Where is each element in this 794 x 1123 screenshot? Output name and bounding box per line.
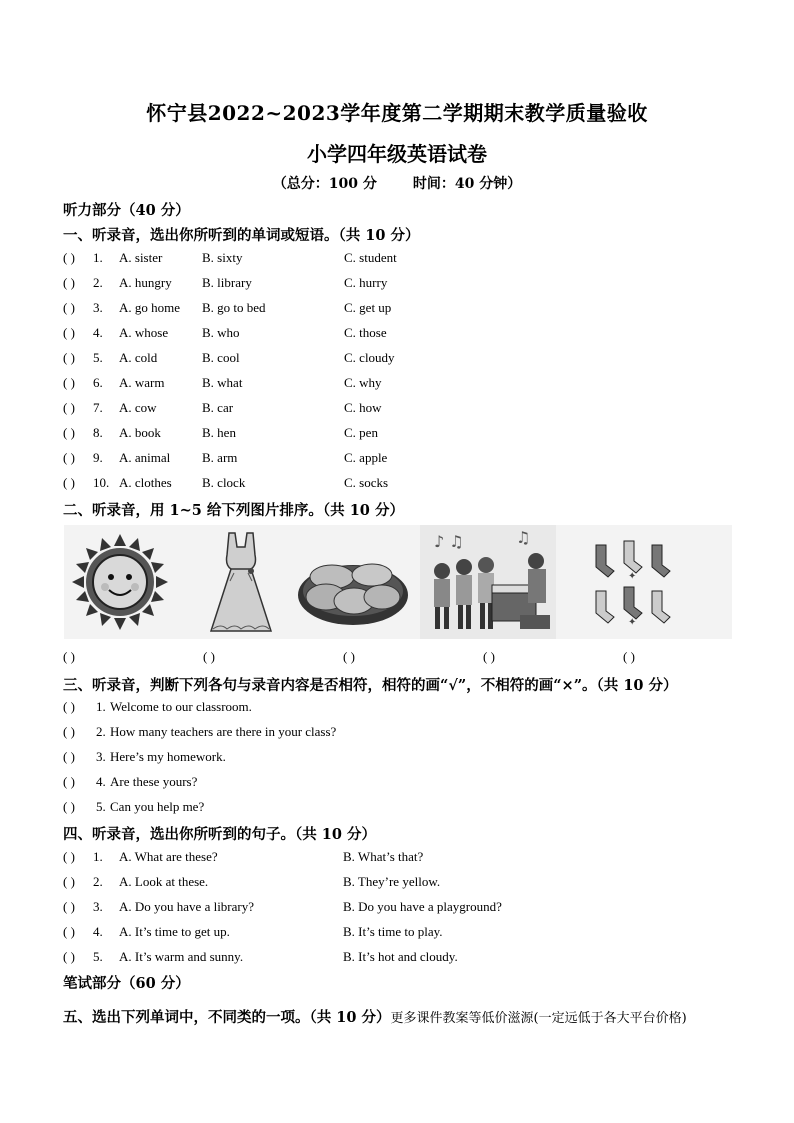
section5-title	[63, 1006, 687, 1027]
option-a: A. warm	[119, 375, 165, 390]
option-b: B. car	[202, 400, 234, 415]
exam-title: 怀宁县2022~2023学年度第二学期期末教学质量验收	[146, 101, 648, 125]
exam-subtitle: 小学四年级英语试卷	[307, 142, 487, 166]
answer-blank[interactable]: ( )	[63, 325, 75, 340]
question-number: 2.	[96, 724, 106, 739]
statement: Welcome to our classroom.	[110, 699, 252, 714]
option-c: C. get up	[344, 300, 392, 315]
socks-picture	[584, 525, 678, 639]
answer-blank[interactable]: ( )	[63, 350, 75, 365]
option-a: A. hungry	[119, 275, 172, 290]
option-b: B. hen	[202, 425, 236, 440]
question-number: 3.	[93, 300, 103, 315]
answer-blank[interactable]: ( )	[63, 849, 75, 864]
answer-blank[interactable]: ( )	[63, 949, 75, 964]
answer-blank[interactable]: ( )	[63, 799, 75, 814]
picture-blank-2[interactable]: ( )	[203, 649, 215, 664]
exam-meta	[0, 173, 794, 193]
question-number: 7.	[93, 400, 103, 415]
option-c: C. how	[344, 400, 382, 415]
option-c: C. socks	[344, 475, 389, 490]
question-number: 1.	[96, 699, 106, 714]
option-a: A. animal	[119, 450, 171, 465]
question-number: 8.	[93, 425, 103, 440]
option-c: C. apple	[344, 450, 388, 465]
music-class-picture	[420, 525, 556, 639]
option-c: C. why	[344, 375, 382, 390]
answer-blank[interactable]: ( )	[63, 300, 75, 315]
option-a: A. It’s warm and sunny.	[119, 949, 244, 964]
svg-text:✦: ✦	[628, 571, 637, 582]
option-c: C. hurry	[344, 275, 388, 290]
option-a: A. clothes	[119, 475, 172, 490]
statement: Here’s my homework.	[110, 749, 226, 764]
option-b: B. They’re yellow.	[343, 874, 441, 889]
option-a: A. It’s time to get up.	[119, 924, 230, 939]
question-number: 4.	[93, 325, 103, 340]
question-number: 10.	[93, 475, 110, 490]
answer-blank[interactable]: ( )	[63, 924, 75, 939]
section2-title: 二、听录音，用 1~5 给下列图片排序。（共 10 分）	[63, 502, 404, 519]
option-b: B. arm	[202, 450, 238, 465]
option-b: B. what	[202, 375, 243, 390]
picture-blank-1[interactable]: ( )	[63, 649, 75, 664]
question-number: 5.	[93, 949, 103, 964]
potatoes-picture	[296, 525, 410, 639]
section5-title-text: 五、选出下列单词中，不同类的一项。（共 10 分）	[63, 1009, 391, 1026]
question-number: 4.	[96, 774, 106, 789]
picture-strip	[64, 525, 732, 639]
option-c: C. pen	[344, 425, 378, 440]
answer-blank[interactable]: ( )	[63, 425, 75, 440]
option-a: A. What are these?	[119, 849, 218, 864]
option-a: A. cold	[119, 350, 158, 365]
answer-blank[interactable]: ( )	[63, 899, 75, 914]
option-a: A. go home	[119, 300, 181, 315]
answer-blank[interactable]: ( )	[63, 699, 75, 714]
answer-blank[interactable]: ( )	[63, 250, 75, 265]
option-a: A. book	[119, 425, 161, 440]
option-a: A. whose	[119, 325, 169, 340]
question-number: 1.	[93, 849, 103, 864]
picture-blank-4[interactable]: ( )	[483, 649, 495, 664]
answer-blank[interactable]: ( )	[63, 375, 75, 390]
option-a: A. Do you have a library?	[119, 899, 255, 914]
answer-blank[interactable]: ( )	[63, 475, 75, 490]
option-b: B. It’s hot and cloudy.	[343, 949, 458, 964]
option-c: C. those	[344, 325, 387, 340]
question-number: 3.	[93, 899, 103, 914]
question-number: 9.	[93, 450, 103, 465]
answer-blank[interactable]: ( )	[63, 749, 75, 764]
option-b: B. Do you have a playground?	[343, 899, 502, 914]
option-a: A. cow	[119, 400, 157, 415]
answer-blank[interactable]: ( )	[63, 724, 75, 739]
answer-blank[interactable]: ( )	[63, 450, 75, 465]
question-number: 4.	[93, 924, 103, 939]
option-a: A. Look at these.	[119, 874, 209, 889]
question-number: 5.	[93, 350, 103, 365]
svg-text:♪ ♫: ♪ ♫	[434, 532, 464, 551]
option-b: B. It’s time to play.	[343, 924, 443, 939]
answer-blank[interactable]: ( )	[63, 400, 75, 415]
dress-picture	[201, 525, 281, 639]
exam-time: 时间：40 分钟）	[412, 176, 522, 192]
question-number: 6.	[93, 375, 103, 390]
svg-text:✦: ✦	[628, 617, 637, 628]
sun-picture	[70, 525, 170, 639]
total-score: （总分：100 分	[272, 176, 377, 192]
picture-blank-3[interactable]: ( )	[343, 649, 355, 664]
option-b: B. go to bed	[202, 300, 266, 315]
question-number: 1.	[93, 250, 103, 265]
option-a: A. sister	[119, 250, 163, 265]
statement: How many teachers are there in your class?	[110, 724, 337, 739]
question-number: 5.	[96, 799, 106, 814]
svg-text:♫: ♫	[516, 528, 531, 547]
section3-title: 三、听录音，判断下列各句与录音内容是否相符，相符的画“√”，不相符的画“×”。（共 10 分）	[63, 677, 678, 694]
option-c: C. student	[344, 250, 397, 265]
section5-note: 更多课件教案等低价滋源(一定远低于各大平台价格)	[390, 1011, 687, 1026]
listening-part-heading: 听力部分（40 分）	[63, 202, 190, 219]
option-b: B. library	[202, 275, 252, 290]
option-b: B. sixty	[202, 250, 243, 265]
picture-blank-5[interactable]: ( )	[623, 649, 635, 664]
answer-blank[interactable]: ( )	[63, 774, 75, 789]
writing-part-heading: 笔试部分（60 分）	[63, 975, 190, 992]
question-number: 2.	[93, 275, 103, 290]
question-number: 3.	[96, 749, 106, 764]
option-b: B. who	[202, 325, 240, 340]
option-b: B. cool	[202, 350, 240, 365]
section4-title: 四、听录音，选出你所听到的句子。（共 10 分）	[63, 826, 377, 843]
question-number: 2.	[93, 874, 103, 889]
option-c: C. cloudy	[344, 350, 395, 365]
option-b: B. clock	[202, 475, 246, 490]
answer-blank[interactable]: ( )	[63, 874, 75, 889]
option-b: B. What’s that?	[343, 849, 424, 864]
answer-blank[interactable]: ( )	[63, 275, 75, 290]
section1-title: 一、听录音，选出你所听到的单词或短语。（共 10 分）	[63, 227, 420, 244]
statement: Are these yours?	[110, 774, 198, 789]
statement: Can you help me?	[110, 799, 205, 814]
